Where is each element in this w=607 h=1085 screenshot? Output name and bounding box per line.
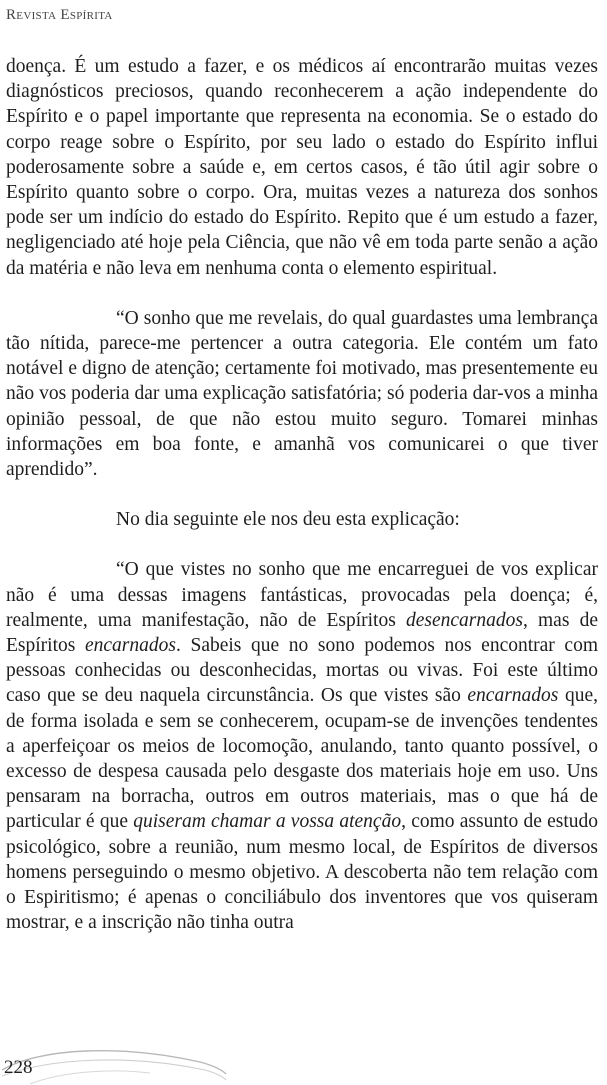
decorative-swash-icon: [0, 1040, 230, 1085]
paragraph-2: [6, 306, 598, 482]
page-number: 228: [4, 1057, 33, 1078]
paragraph-text: No dia seguinte ele nos deu esta explicação:: [116, 509, 460, 531]
running-head: Revista Espírita: [6, 7, 113, 23]
paragraph-text: que, de forma isolada e sem se conhecerem, ocupam-se de invenções tendentes a aperfeiçoar os meios de locomoção, anulando, tanto quanto possível, o excesso de despesa causada pelo desgaste dos materiais hoje em uso. Uns pensaram na borracha, outros em outros materiais, mas o que há de particular é que: [6, 685, 598, 833]
paragraph-text: , como assunto de estudo psicológico, sobre a reunião, num mesmo local, de Espíritos de diversos homens perseguindo o mesmo objetivo. A descoberta não tem relação com o Espiritismo; é apenas o conciliábulo dos inventores que vos quiseram mostrar, e a inscrição não tinha outra: [6, 811, 599, 934]
paragraph-text: . Sabeis que no sono podemos nos encontrar com pessoas conhecidas ou desconhecidas, mortas ou vivas. Foi este último caso que se deu naquela circunstância. Os que vistes são: [6, 635, 598, 707]
italic-term: encarnados: [467, 685, 559, 707]
paragraph-4: [6, 557, 598, 935]
italic-term: encarnados: [84, 635, 176, 657]
body-text: [6, 54, 598, 936]
paragraph-text: “O que vistes no sonho que me encarreguei de vos explicar não é uma dessas imagens fantásticas, provocadas pela doença; é, realmente, uma manifestação, não de Espíritos: [6, 559, 598, 631]
paragraph-text: doença. É um estudo a fazer, e os médicos aí encontrarão muitas vezes diagnósticos preciosos, quando reconhecerem a ação independente do Espírito e o papel importante que representa na economia. Se o estado do corpo reage sobre o Espírito, por seu lado o estado do Espírito influi poderosamente sobre a saúde e, em certos casos, é tão útil agir sobre o Espírito quanto sobre o corpo. Ora, muitas vezes a natureza dos sonhos pode ser um indício do estado do Espírito. Repito que é um estudo a fazer, negligenciado até hoje pela Ciência, que não vê em toda parte senão a ação da matéria e não leva em nenhuma conta o elemento espiritual.: [6, 56, 598, 279]
italic-term: desencarnados: [405, 609, 523, 631]
paragraph-1: [6, 54, 598, 281]
paragraph-3: [6, 507, 598, 532]
italic-term: quiseram chamar a vossa atenção: [133, 811, 402, 833]
paragraph-text: “O sonho que me revelais, do qual guardastes uma lembrança tão nítida, parece-me pertencer a outra categoria. Ele contém um fato notável e digno de atenção; certamente foi motivado, mas presentemente eu não vos poderia dar uma explicação satisfatória; só poderia dar-vos a minha opinião pessoal, de que não estou muito seguro. Tomarei minhas informações em boa fonte, e amanhã vos comunicarei o que tiver aprendido”.: [6, 307, 598, 481]
paragraph-text: , mas de Espíritos: [6, 609, 598, 657]
